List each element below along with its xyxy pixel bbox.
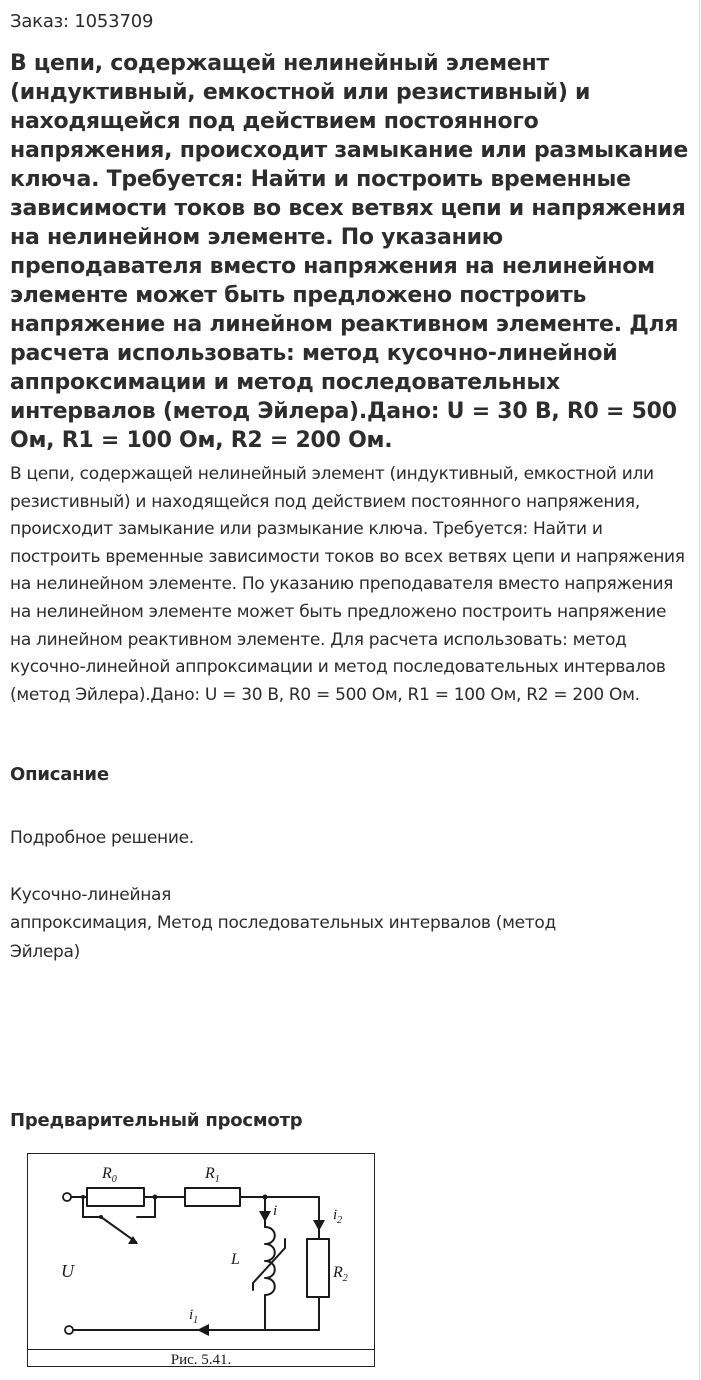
voltage-u-label: U [61,1261,74,1281]
description-line: Кусочно-линейная [10,885,172,905]
r1-label: $R_1$ [205,1165,220,1185]
inductor-l-label: L [231,1251,240,1268]
junction [81,1195,85,1199]
current-i-label: i [273,1203,278,1219]
task-title: В цепи, содержащей нелинейный элемент (индуктивный, емкостной или резистивный) и находящейся под действием постоянного напряжения, происходит замыкание или размыкание ключа. Требуется: Найти и построить временные зависимости токов во всех ветвях цепи и напряжения на нелинейном элементе. По указанию преподавателя вместо напряжения на нелинейном элементе может быть предложено построить напряжение на линейном реактивном элементе. Для расчета использовать: метод кусочно-линейной аппроксимации и метод последовательных интервалов (метод Эйлера).Дано: U = 30 В, R0 = 500 Ом, R1 = 100 Ом, R2 = 200 Ом. [10,51,689,453]
order-number: Заказ: 1053709 [10,11,154,32]
junction [263,1195,268,1200]
current-i2-label: $i_2$ [333,1207,343,1226]
junction [153,1195,158,1200]
r0-label: $R_0$ [102,1165,117,1185]
current-i1-label: $i_1$ [189,1307,199,1326]
preview-heading: Предварительный просмотр [10,1110,303,1131]
terminal [65,1326,73,1334]
description-heading: Описание [10,764,109,785]
circuit-preview-image [27,1153,375,1367]
r2-label: $R_2$ [333,1264,348,1284]
circuit-diagram [27,1153,375,1367]
figure-frame [28,1154,375,1367]
description-line: Подробное решение. [10,828,194,848]
terminal [63,1193,71,1201]
switch-contact [99,1215,103,1219]
description-line: аппроксимация, Метод последовательных интервалов (метод [10,913,556,933]
figure-caption: Рис. 5.41. [170,1352,232,1367]
task-text: В цепи, содержащей нелинейный элемент (индуктивный, емкостной или резистивный) и находящейся под действием постоянного напряжения, происходит замыкание или размыкание ключа. Требуется: Найти и построить временные зависимости токов во всех ветвях цепи и напряжения на нелинейном элементе. По указанию преподавателя вместо напряжения на нелинейном элементе может быть предложено построить напряжение на линейном реактивном элементе. Для расчета использовать: метод кусочно-линейной аппроксимации и метод последовательных интервалов (метод Эйлера).Дано: U = 30 В, R0 = 500 Ом, R1 = 100 Ом, R2 = 200 Ом. [10,464,685,705]
description-line: Эйлера) [10,942,80,962]
